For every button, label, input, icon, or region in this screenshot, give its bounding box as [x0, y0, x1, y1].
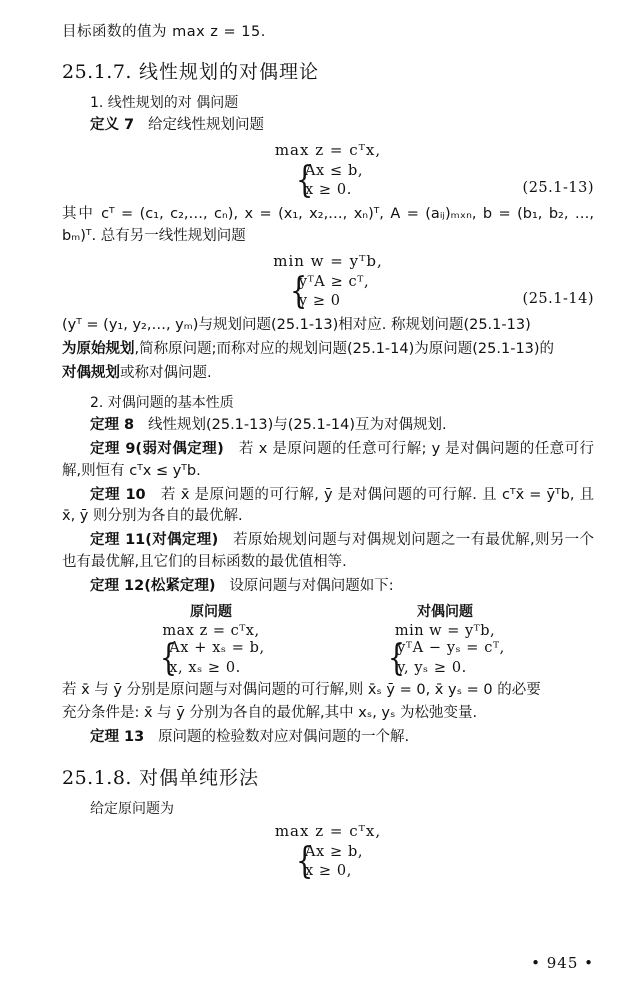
section-heading-25-1-7 — [62, 57, 594, 84]
term-primal-program: 为原始规划 — [62, 340, 135, 357]
theorem-10-text: 若 x̄ 是原问题的可行解, ȳ 是对偶问题的可行解. 且 cᵀx̄ = ȳᵀb, 且 x̄, ȳ 则分别为各自的最优解. — [62, 486, 594, 525]
primal-column-label: 原问题 — [190, 604, 232, 621]
primal-dual-columns — [62, 601, 594, 677]
equation-dual-simplex-body — [62, 822, 594, 881]
term-dual-program: 对偶规划 — [62, 364, 120, 381]
page-content — [62, 22, 594, 885]
section-title: 对偶单纯形法 — [139, 766, 260, 789]
paragraph-iff-2: 充分条件是: x̄ 与 ȳ 分别为各自的最优解,其中 xₛ, yₛ 为松弛变量. — [62, 705, 478, 722]
dual-simplex-constraint-1: Ax ≥ b, — [304, 843, 364, 860]
system-rows — [299, 273, 369, 311]
brace-system — [293, 162, 363, 200]
system-rows — [397, 639, 505, 677]
theorem-8 — [62, 415, 594, 437]
primal-column-objective: max z = cᵀx, — [162, 623, 260, 640]
primal-col-constraint-1: Ax + xₛ = b, — [169, 640, 265, 657]
definition-7-label: 定义 7 — [90, 117, 135, 134]
equation-25-1-14-body — [62, 252, 594, 311]
theorem-12-label: 定理 12(松紧定理) — [90, 577, 216, 594]
dual-column-objective: min w = yᵀb, — [394, 623, 496, 640]
brace-system — [385, 639, 505, 677]
dual-simplex-constraint-2: x ≥ 0, — [304, 863, 352, 880]
dual-objective: min w = yᵀb, — [273, 251, 383, 270]
primal-column — [126, 601, 296, 677]
definition-7-text: 给定线性规划问题 — [147, 117, 264, 134]
left-brace-icon: { — [388, 637, 406, 679]
equation-25-1-14-number: (25.1-14) — [522, 291, 594, 308]
theorem-8-label: 定理 8 — [90, 417, 135, 434]
theorem-9-label: 定理 9(弱对偶定理) — [90, 441, 224, 458]
theorem-13-text: 原问题的检验数对应对偶问题的一个解. — [158, 729, 410, 746]
paragraph-correspondence-2 — [62, 339, 594, 361]
equation-25-1-14 — [62, 252, 594, 311]
paragraph-correspondence-3 — [62, 363, 594, 385]
dual-column-label: 对偶问题 — [417, 604, 473, 621]
theorem-9 — [62, 439, 594, 483]
page-number: • 945 • — [531, 954, 594, 972]
theorem-8-text: 线性规划(25.1-13)与(25.1-14)互为对偶规划. — [147, 417, 447, 434]
section-title: 线性规划的对偶理论 — [139, 61, 320, 84]
dual-constraint-2: y ≥ 0 — [298, 293, 341, 310]
paragraph-correspondence-2-mid: ,简称原问题;而称对应的规划问题(25.1-14)为原问题(25.1-13)的 — [134, 340, 555, 357]
brace-system — [293, 843, 363, 881]
subsection-2-label: 2. 对偶问题的基本性质 — [90, 395, 234, 412]
left-brace-icon: { — [295, 841, 314, 883]
dual-simplex-constraints — [62, 843, 594, 881]
theorem-11 — [62, 530, 594, 574]
theorem-13 — [62, 727, 594, 749]
theorem-11-text: 若原始规划问题与对偶规划问题之一有最优解,则另一个也有最优解,且它们的目标函数的最优值相等. — [62, 532, 595, 570]
theorem-12-text: 设原问题与对偶问题如下: — [229, 577, 394, 594]
section-number: 25.1.8. — [62, 766, 132, 789]
theorem-10 — [62, 485, 594, 529]
theorem-13-label: 定理 13 — [90, 729, 145, 746]
paragraph-iff-1: 若 x̄ 与 ȳ 分别是原问题与对偶问题的可行解,则 x̄ₛ ȳ = 0, x̄ yₛ = 0 的必要 — [62, 681, 541, 698]
dual-col-constraint-1: yᵀA − yₛ = cᵀ, — [397, 640, 505, 657]
dual-col-constraint-2: y, yₛ ≥ 0. — [397, 659, 467, 676]
left-brace-icon: { — [295, 160, 314, 202]
subsection-1-label: 1. 线性规划的对 偶问题 — [90, 95, 239, 112]
brace-system — [287, 273, 369, 311]
dual-constraint-1: yᵀA ≥ cᵀ, — [298, 273, 370, 290]
dual-constraints — [62, 273, 594, 311]
section-heading-25-1-8 — [62, 763, 594, 790]
left-brace-icon: { — [160, 637, 178, 679]
primal-objective: max z = cᵀx, — [274, 141, 382, 160]
system-rows — [169, 639, 265, 677]
theorem-10-label: 定理 10 — [90, 486, 146, 503]
equation-25-1-13 — [62, 141, 594, 200]
paragraph-correspondence-1: (yᵀ = (y₁, y₂,…, yₘ)与规划问题(25.1-13)相对应. 称规划问题(25.1-13) — [62, 317, 531, 334]
definition-7 — [62, 115, 594, 137]
paragraph-correspondence-3-end: 或称对偶问题. — [120, 364, 212, 381]
theorem-12 — [62, 576, 594, 598]
dual-column-constraints — [360, 639, 530, 677]
dual-column — [360, 601, 530, 677]
primal-col-constraint-2: x, xₛ ≥ 0. — [169, 659, 241, 676]
brace-system — [157, 639, 265, 677]
equation-25-1-13-body — [62, 141, 594, 200]
equation-dual-simplex — [62, 822, 594, 881]
primal-column-constraints — [126, 639, 296, 677]
primal-constraint-1: Ax ≤ b, — [304, 163, 364, 180]
section-3-lead: 给定原问题为 — [90, 800, 174, 817]
paragraph-where: 其中 cᵀ = (c₁, c₂,…, cₙ), x = (x₁, x₂,…, xₙ)ᵀ, A = (aᵢⱼ)ₘₓₙ, b = (b₁, b₂, …, bₘ)ᵀ. 总有另一线性规划问题 — [62, 206, 594, 245]
primal-constraint-2: x ≥ 0. — [304, 182, 352, 199]
left-brace-icon: { — [289, 271, 308, 313]
section-number: 25.1.7. — [62, 61, 132, 84]
theorem-9-text: 若 x 是原问题的任意可行解; y 是对偶问题的任意可行解,则恒有 cᵀx ≤ yᵀb. — [62, 441, 595, 479]
top-line: 目标函数的值为 max z = 15. — [62, 24, 266, 40]
theorem-11-label: 定理 11(对偶定理) — [90, 532, 219, 549]
equation-25-1-13-number: (25.1-13) — [522, 180, 594, 197]
primal-constraints — [62, 162, 594, 200]
dual-simplex-objective: max z = cᵀx, — [274, 821, 382, 840]
